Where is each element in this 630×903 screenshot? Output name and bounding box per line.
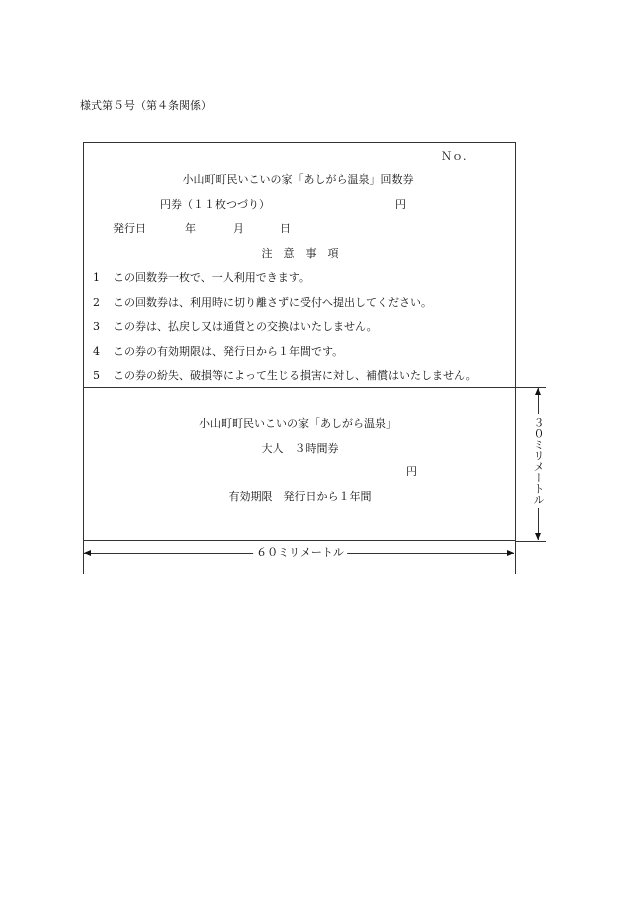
issue-month: 月: [233, 222, 244, 235]
ticket-price-unit: 円: [395, 198, 406, 211]
note-text: この回数券は、利用時に切り離さずに受付へ提出してください。: [113, 296, 432, 309]
note-text: この回数券一枚で、一人利用できます。: [113, 271, 310, 284]
height-dimension-label: ３０ミリメートル: [532, 414, 544, 508]
note-number: 4: [93, 345, 100, 358]
stub-type-line: 大人 ３時間券: [261, 442, 339, 455]
height-arrow-up: [535, 388, 541, 395]
height-tick-bottom: [516, 541, 546, 542]
note-number: 3: [93, 320, 100, 333]
issue-date-label: 発行日: [113, 222, 146, 235]
note-text: この券の有効期限は、発行日から１年間です。: [113, 345, 344, 358]
stub-title: 小山町町民いこいの家「あしがら温泉」: [199, 417, 397, 430]
note-text: この券の紛失、破損等によって生じる損害に対し、補償はいたしません。: [113, 369, 477, 382]
note-number: 2: [93, 296, 100, 309]
issue-day: 日: [280, 222, 291, 235]
note-number: 5: [93, 369, 100, 382]
height-tick-top: [516, 387, 546, 388]
height-arrow-down: [535, 533, 541, 540]
width-tick-right: [515, 541, 516, 574]
width-arrow-right: [507, 550, 514, 556]
note-number: 1: [93, 271, 100, 284]
width-dimension-label: ６０ミリメートル: [253, 547, 347, 559]
issue-year: 年: [185, 222, 196, 235]
width-arrow-left: [84, 550, 91, 556]
stub-price-unit: 円: [406, 465, 417, 478]
note-text: この券は、払戻し又は通貨との交換はいたしません。: [113, 320, 378, 333]
stub-box: [83, 387, 516, 541]
stub-validity: 有効期限 発行日から１年間: [228, 490, 372, 503]
ticket-title: 小山町町民いこいの家「あしがら温泉」回数券: [182, 173, 414, 186]
ticket-price-line: 円券（１１枚つづり）: [160, 198, 270, 211]
ticket-number-label: Ｎｏ.: [441, 150, 467, 163]
notes-heading: 注 意 事 項: [261, 247, 339, 260]
width-tick-left: [83, 541, 84, 574]
form-label: 様式第５号（第４条関係）: [80, 99, 212, 112]
